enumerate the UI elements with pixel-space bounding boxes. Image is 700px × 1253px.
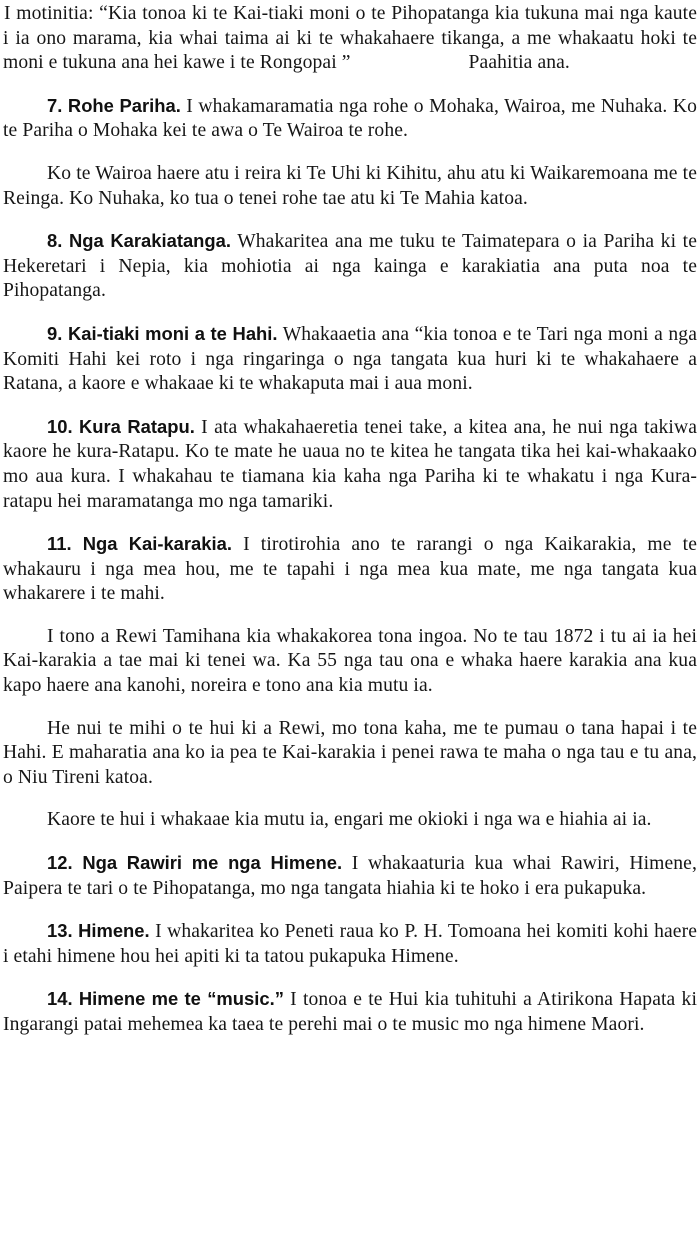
section-heading: 8. Nga Karakiatanga. [47, 230, 231, 252]
paragraph-text: I whakaritea ko Peneti raua ko P. H. Tomoana hei komiti kohi haere i etahi himene hou hei apiti ki ta tatou pukapuka Himene. [3, 921, 698, 967]
section-8-karakiatanga [3, 229, 697, 304]
paragraph-text: He nui te mihi o te hui ki a Rewi, mo tona kaha, me te pumau o tana hapai i te Hahi. E maharatia ana ko ia pea te Kai-karakia i penei rawa te maha o nga tau e tu ana, o Niu Tireni katoa. [3, 717, 697, 788]
section-10-kura-ratapu [3, 415, 697, 514]
paragraph-motion [3, 2, 697, 76]
section-14-himene-music [3, 987, 697, 1037]
section-heading: 14. Himene me te “music.” [47, 988, 284, 1010]
paragraph-text: I tono a Rewi Tamihana kia whakakorea tona ingoa. No te tau 1872 i tu ai ia hei Kai-karakia a tae mai ki tenei wa. Ka 55 nga tau ona e whaka haere karakia ana kua kapo haere ana kanohi, noreira e tono ana kia mutu ia. [3, 625, 697, 697]
paragraph-rewi-decision [3, 808, 697, 833]
section-heading: 10. Kura Ratapu. [47, 415, 195, 437]
paragraph-rewi-tribute [3, 717, 697, 791]
paragraph-wairoa [3, 162, 697, 211]
section-heading: 12. Nga Rawiri me nga Himene. [47, 852, 343, 874]
paragraph-text: Whakaaetia ana “kia tonoa e te Tari nga moni a nga Komiti Hahi kei roto i nga ringaringa o nga tangata kua huri ki te whakahaere a Ratana, a kaore e whakaae ki te whakaputa mai i aua moni. [3, 323, 697, 395]
paragraph-text: I whakaaturia kua whai Rawiri, Himene, Paipera te tari o te Pihopatanga, mo nga tangata hiahia ki te hoko i era pukapuka. [3, 853, 697, 899]
paragraph-text: I motinitia: “Kia tonoa ki te Kai-tiaki moni o te Pihopatanga kia tukuna mai nga kaute i ia ono marama, kia whai taima ai ki te whakahaere tikanga, a me whakaatu hoki te moni e tukuna ana hei kawe i te Rongopai ” [3, 3, 697, 74]
paragraph-text: Kaore te hui i whakaae kia mutu ia, engari me okioki i nga wa e hiahia ai ia. [47, 809, 652, 831]
section-heading: 13. Himene. [47, 920, 150, 942]
section-heading: 7. Rohe Pariha. [47, 94, 181, 116]
paragraph-text: I tonoa e te Hui kia tuhituhi a Atirikona Hapata ki Ingarangi patai mehemea ka taea te perehi mai o te music mo nga himene Maori. [3, 989, 697, 1035]
paragraph-text: Whakaritea ana me tuku te Taimatepara o ia Pariha ki te Hekeretari i Nepia, kia mohiotia ai nga kainga e karakiatia ana puta noa te Pihopatanga. [3, 231, 697, 302]
section-heading: 11. Nga Kai-karakia. [47, 533, 232, 555]
section-9-kai-tiaki-moni [3, 322, 697, 397]
paragraph-text: I whakamaramatia nga rohe o Mohaka, Wairoa, me Nuhaka. Ko te Pariha o Mohaka kei te awa o Te Wairoa te rohe. [3, 95, 697, 142]
section-12-rawiri-himene [3, 851, 697, 901]
paragraph-rewi-request [3, 625, 697, 699]
paragraph-text: Ko te Wairoa haere atu i reira ki Te Uhi ki Kihitu, ahu atu ki Waikaremoana me te Reinga. Ko Nuhaka, ko tua o tenei rohe tae atu ki Te Mahia katoa. [3, 162, 697, 209]
section-heading: 9. Kai-tiaki moni a te Hahi. [47, 322, 278, 344]
section-7-rohe-pariha [3, 94, 697, 144]
document-page [3, 2, 697, 1056]
paragraph-text: I tirotirohia ano te rarangi o nga Kaikarakia, me te whakauru i nga mea hou, me te tapahi i nga mea kua mate, me nga tangata kua whakarere i te mahi. [3, 534, 697, 605]
motion-result: Paahitia ana. [468, 52, 570, 74]
paragraph-text: I ata whakahaeretia tenei take, a kitea ana, he nui nga takiwa kaore he kura-Ratapu. Ko te mate he uaua no te kitea he tangata tika hei kai-whakaako mo aua kura. I whakahau te tiamana kia kaha nga Pariha ki te whakatu i nga Kura-ratapu hei maramatanga mo nga tamariki. [3, 416, 697, 512]
section-13-himene [3, 919, 697, 969]
section-11-kai-karakia [3, 532, 697, 607]
